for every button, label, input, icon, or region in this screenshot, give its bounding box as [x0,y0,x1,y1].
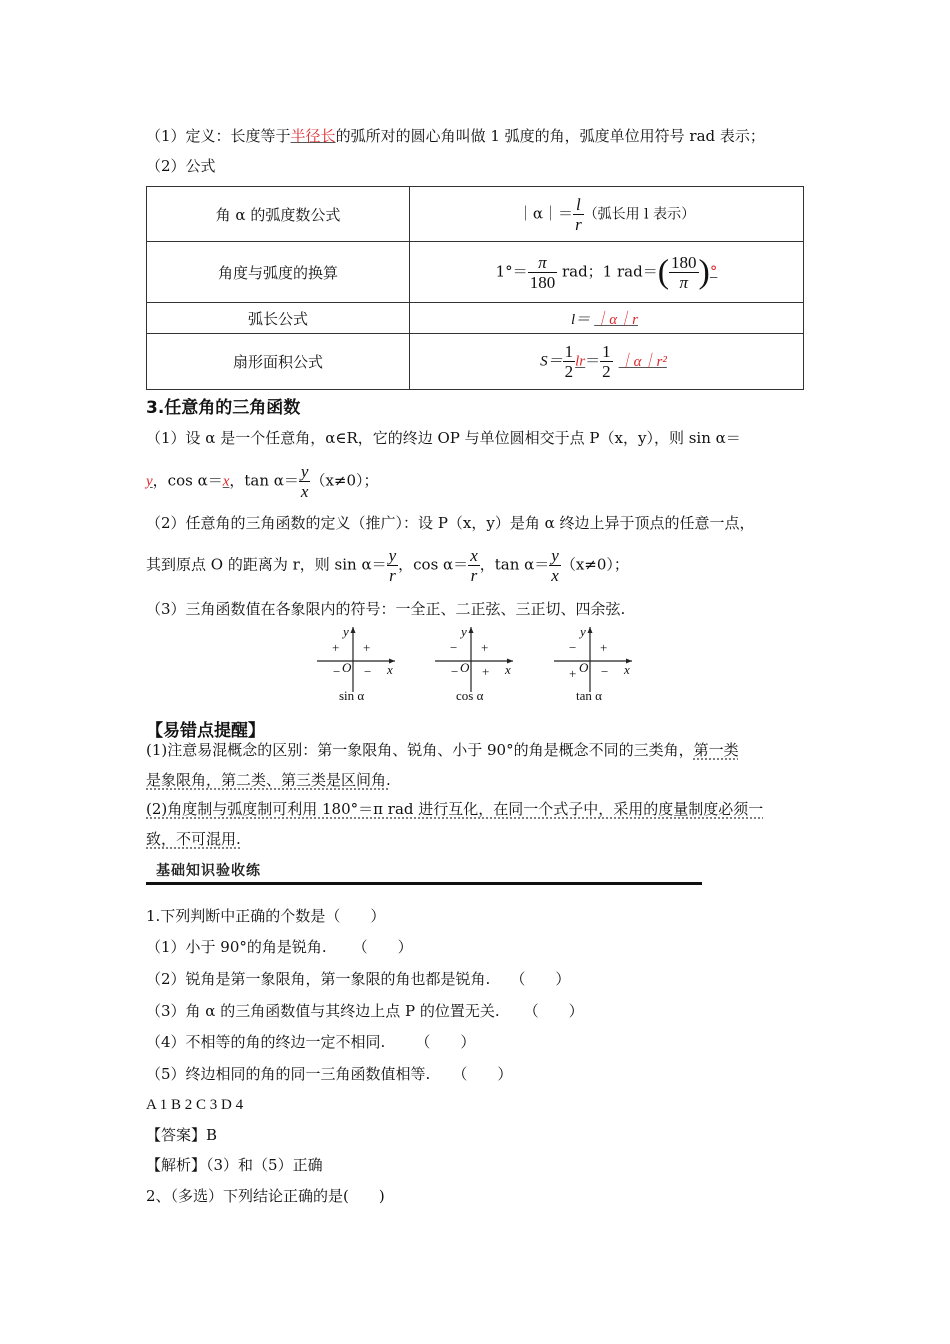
row-name: 角 α 的弧度数公式 [147,187,410,242]
exercise-1-answer: 【答案】B [146,1126,218,1144]
answer-blank[interactable]: （ ） [352,938,413,956]
paragraph-2-line-1: （2）任意角的三角函数的定义（推广）：设 P（x，y）是角 α 终边上异于顶点的任意一点， [146,514,755,532]
sin-answer: y [146,473,153,490]
table-row [147,187,804,242]
formula-label: （2）公式 [146,157,216,175]
quadrant-1-sign: + [363,640,371,655]
quadrant-2-sign: + [332,640,340,655]
formula-answer: ｜α｜r [594,311,638,328]
row-formula [410,187,804,242]
exercise-1-item [146,1001,584,1021]
answer-blank[interactable]: （ ） [452,1065,513,1083]
numerator: π [528,253,558,273]
exercise-2-stem: 2、（多选）下列结论正确的是( ) [146,1187,385,1205]
pitfall-text: (1)注意易混概念的区别：第一象限角、锐角、小于 90°的角是概念不同的三类角， [146,741,694,759]
exercise-1-item [146,969,570,989]
x-axis-label: x [387,662,393,677]
quadrant-4-sign: + [482,664,490,679]
quadrant-1-sign: + [481,640,489,655]
fraction [387,546,399,585]
pitfalls-title: 【易错点提醒】 [146,721,265,741]
numerator: l [573,195,584,215]
banner-title: 基础知识验收练 [156,863,261,879]
paragraph-1-line-1: （1）设 α 是一个任意角，α∈R，它的终边 OP 与单位圆相交于点 P（x，y），则 sin α＝ [146,429,741,447]
origin-label: O [342,660,352,675]
origin-label: O [579,660,589,675]
pitfall-1-line-1 [146,740,739,760]
exercise-1-item [146,1064,512,1084]
pitfall-1-line-2: 是象限角，第二类、第三类是区间角. [146,771,391,789]
definition-text: （1）定义：长度等于 [146,127,291,145]
formula-table [146,186,804,390]
paragraph-text: 其到原点 O 的距离为 r，则 sin α＝ [146,555,387,574]
exercise-1-analysis: 【解析】（3）和（5）正确 [146,1156,323,1174]
tan-diagram-labels [548,622,638,708]
formula-answer: ｜α｜r² [618,353,667,370]
denominator: r [389,566,396,585]
row-name: 弧长公式 [147,303,410,334]
denominator: r [575,214,582,234]
answer-blank[interactable]: （ ） [510,970,571,988]
denominator: π [679,272,689,292]
tan-label: ，tan α＝ [229,471,299,490]
formula-answer: lr [575,353,586,370]
numerator: 1 [564,342,574,361]
cos-label: ，cos α＝ [398,555,469,574]
numerator: y [300,462,309,481]
cos-answer: x [222,473,230,490]
item-text: （4）不相等的角的终边一定不相同. [146,1033,386,1051]
x-axis-label: x [624,662,630,677]
paragraph-2-line-2 [146,546,629,585]
formula-answer: ° [709,262,718,280]
quadrant-4-sign: − [364,664,372,679]
fraction [549,546,561,585]
item-text: （5）终边相同的角的同一三角函数值相等. [146,1065,431,1083]
section-title: 3.任意角的三角函数 [146,398,301,418]
exercise-1-item [146,1032,475,1052]
fraction [600,342,613,381]
exercise-1-item [146,937,413,957]
formula-text: S＝ [540,353,563,370]
row-name: 角度与弧度的换算 [147,242,410,303]
formula-note: （弧长用 l 表示） [583,206,696,222]
numerator: y [551,546,559,565]
tan-label: ，tan α＝ [479,555,550,574]
banner-divider [146,882,702,885]
diagram-caption: tan α [576,688,602,703]
formula-text: ｜α｜＝ [517,204,574,222]
paragraph-1-line-2 [146,462,379,501]
denominator: 180 [529,272,556,292]
exercise-1-stem: 1.下列判断中正确的个数是（ ） [146,907,386,925]
denominator: 2 [602,362,611,381]
condition-text: （x≠0）； [560,555,629,574]
denominator: 2 [564,362,574,381]
denominator: x [551,566,559,585]
row-formula [410,334,804,390]
formula-text: rad；1 rad＝ [557,262,658,280]
answer-blank[interactable]: （ ） [523,1002,584,1020]
x-axis-label: x [505,662,511,677]
paragraph-3: （3）三角函数值在各象限内的符号：一全正、二正弦、三正切、四余弦. [146,600,626,618]
formula-text: ＝ [585,351,601,370]
y-axis-label: y [343,624,349,639]
quadrant-3-sign: + [569,666,577,681]
fraction [573,195,584,234]
answer-blank[interactable]: （ ） [415,1033,476,1051]
numerator: x [470,546,478,565]
table-row [147,303,804,334]
diagram-caption: cos α [456,688,484,703]
quadrant-4-sign: − [601,664,609,679]
pitfall-2-line-1: (2)角度制与弧度制可利用 180°＝π rad 进行互化，在同一个式子中，采用的度量制度必须一 [146,800,764,818]
quadrant-2-sign: − [450,640,458,655]
item-text: （2）锐角是第一象限角，第一象限的角也都是锐角. [146,970,491,988]
definition-answer: 半径长 [290,127,336,145]
formula-text: 1°＝ [495,262,528,280]
quadrant-3-sign: − [451,664,459,679]
origin-label: O [460,660,470,675]
fraction [563,342,576,381]
sin-diagram-labels [311,622,401,708]
y-axis-label: y [461,624,467,639]
row-formula [410,303,804,334]
formula-text: l＝ [571,311,591,328]
quadrant-1-sign: + [600,640,608,655]
left-paren: ( [657,253,670,290]
item-text: （1）小于 90°的角是锐角. [146,938,327,956]
radian-definition [146,126,765,146]
pitfall-2-line-2: 致，不可混用. [146,830,241,848]
y-axis-label: y [580,624,586,639]
numerator: 180 [671,252,697,272]
numerator: 1 [602,342,611,361]
table-row [147,334,804,390]
condition-text: （x≠0）； [310,471,379,490]
fraction [299,462,311,501]
item-text: （3）角 α 的三角函数值与其终边上点 P 的位置无关. [146,1002,500,1020]
definition-text-end: 的弧所对的圆心角叫做 1 弧度的角，弧度单位用符号 rad 表示； [335,127,765,145]
denominator: x [300,482,309,501]
pitfall-underlined-text: 第一类 [693,741,739,759]
row-name: 扇形面积公式 [147,334,410,390]
fraction [528,253,558,292]
exercise-1-options: A 1 B 2 C 3 D 4 [146,1097,244,1113]
table-row [147,242,804,303]
cos-label: ，cos α＝ [152,471,223,490]
numerator: y [388,546,397,565]
quadrant-3-sign: − [333,664,341,679]
fraction [468,546,480,585]
section-banner [146,858,702,886]
denominator: r [470,566,478,585]
quadrant-2-sign: − [569,640,577,655]
row-formula [410,242,804,303]
right-paren: ) [698,253,710,290]
fraction [669,253,699,292]
cos-diagram-labels [429,622,519,708]
diagram-caption: sin α [339,688,365,703]
